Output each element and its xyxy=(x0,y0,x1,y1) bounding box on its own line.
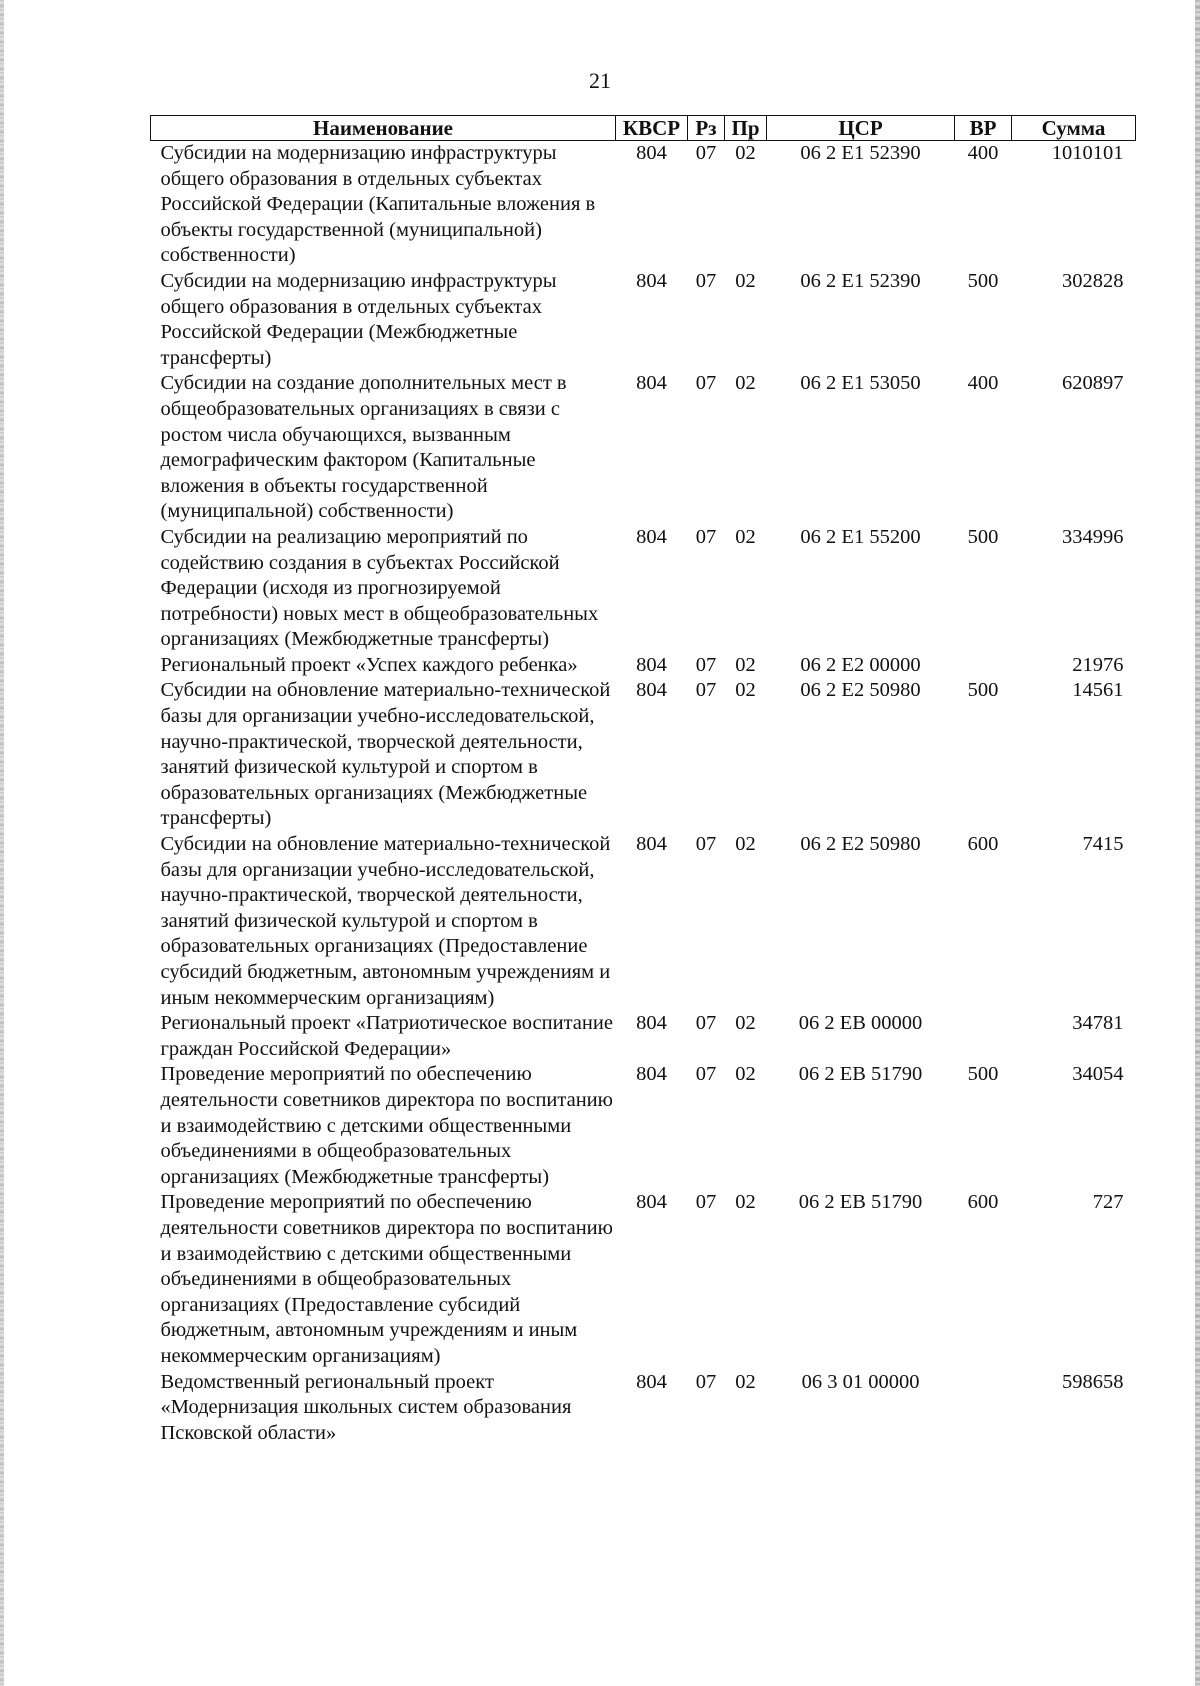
cell-pr: 02 xyxy=(735,833,756,856)
table-row xyxy=(151,371,1136,525)
cell-rz: 07 xyxy=(695,1370,717,1393)
cell-csr: 06 2 EB 51790 xyxy=(798,1063,923,1086)
cell-name: Ведомственный региональный проект «Модернизация школьных систем образования Псковской области» xyxy=(160,1370,572,1444)
table-row xyxy=(151,141,1136,269)
cell-pr: 02 xyxy=(735,269,756,292)
cell-rz: 07 xyxy=(695,1063,717,1086)
cell-csr: 06 2 E2 50980 xyxy=(800,679,921,702)
cell-name: Региональный проект «Патриотическое воспитание граждан Российской Федерации» xyxy=(160,1012,613,1060)
cell-vr: 400 xyxy=(967,142,999,164)
cell-rz: 07 xyxy=(695,142,717,164)
cell-csr: 06 2 E2 50980 xyxy=(800,833,921,856)
cell-pr: 02 xyxy=(735,1012,756,1035)
cell-rz: 07 xyxy=(695,372,717,395)
cell-name: Субсидии на обновление материально-технической базы для организации учебно-исследовательской, научно-практической, творческой деятельности, занятий физической культурой и спортом в образовательных организациях (Предоставление субсидий бюджетным, автономным учреждениям и иным некоммерческим организациям) xyxy=(160,833,611,1009)
table-row xyxy=(151,678,1136,832)
cell-sum: 727 xyxy=(1092,1191,1124,1214)
table-row xyxy=(151,1062,1136,1190)
cell-rz: 07 xyxy=(695,1191,717,1214)
table-row xyxy=(151,1011,1136,1062)
cell-name: Субсидии на модернизацию инфраструктуры общего образования в отдельных субъектах Российской Федерации (Межбюджетные трансферты) xyxy=(160,269,557,369)
cell-kvsr: 804 xyxy=(636,269,667,292)
cell-pr: 02 xyxy=(735,372,756,395)
cell-sum: 21976 xyxy=(1072,653,1124,676)
cell-pr: 02 xyxy=(735,1063,756,1086)
cell-vr xyxy=(955,653,1012,679)
table-row xyxy=(151,653,1136,679)
cell-vr xyxy=(955,1011,1012,1062)
scan-edge-left xyxy=(0,0,4,1686)
cell-name: Региональный проект «Успех каждого ребенка» xyxy=(160,653,578,676)
cell-sum: 334996 xyxy=(1062,525,1124,548)
table-row xyxy=(151,525,1136,653)
cell-vr: 500 xyxy=(967,269,999,292)
table-row xyxy=(151,1190,1136,1369)
cell-csr: 06 2 E1 52390 xyxy=(800,269,921,292)
cell-csr: 06 2 E1 53050 xyxy=(800,372,921,395)
cell-rz: 07 xyxy=(695,833,717,856)
cell-name: Субсидии на обновление материально-технической базы для организации учебно-исследовательской, научно-практической, творческой деятельности, занятий физической культурой и спортом в образовательных организациях (Межбюджетные трансферты) xyxy=(160,679,611,830)
cell-rz: 07 xyxy=(695,269,717,292)
cell-sum: 1010101 xyxy=(1051,142,1124,164)
cell-sum: 34054 xyxy=(1072,1063,1124,1086)
cell-vr: 500 xyxy=(967,1063,999,1086)
header-rz: Рз xyxy=(688,116,725,141)
header-pr: Пр xyxy=(725,116,767,141)
cell-csr: 06 2 E1 55200 xyxy=(800,525,921,548)
cell-pr: 02 xyxy=(735,1370,756,1393)
budget-table xyxy=(150,115,1136,1446)
table-row xyxy=(151,269,1136,371)
cell-rz: 07 xyxy=(695,653,717,676)
header-sum: Сумма xyxy=(1012,116,1136,141)
cell-name: Проведение мероприятий по обеспечению деятельности советников директора по воспитанию и взаимодействию с детскими общественными объединениями в общеобразовательных организациях (Предоставление субсидий бюджетным, автономным учреждениям и иным некоммерческим организациям) xyxy=(160,1191,613,1367)
cell-sum: 14561 xyxy=(1072,679,1124,702)
cell-rz: 07 xyxy=(695,525,717,548)
cell-vr xyxy=(955,1370,1012,1447)
cell-sum: 34781 xyxy=(1072,1012,1124,1035)
cell-name: Субсидии на создание дополнительных мест в общеобразовательных организациях в связи с ростом числа обучающихся, вызванным демографическим фактором (Капитальные вложения в объекты государственной (муниципальной) собственности) xyxy=(160,372,567,523)
cell-kvsr: 804 xyxy=(636,142,667,164)
cell-rz: 07 xyxy=(695,679,717,702)
cell-vr: 600 xyxy=(967,833,999,856)
cell-csr: 06 2 E2 00000 xyxy=(800,653,921,676)
cell-pr: 02 xyxy=(735,525,756,548)
cell-kvsr: 804 xyxy=(636,1063,667,1086)
cell-vr: 500 xyxy=(967,525,999,548)
cell-sum: 7415 xyxy=(1082,833,1124,856)
page-number: 21 xyxy=(589,68,611,93)
cell-kvsr: 804 xyxy=(636,833,667,856)
cell-pr: 02 xyxy=(735,679,756,702)
cell-vr: 500 xyxy=(967,679,999,702)
cell-rz: 07 xyxy=(695,1012,717,1035)
cell-sum: 598658 xyxy=(1062,1370,1124,1393)
table-row xyxy=(151,832,1136,1011)
cell-kvsr: 804 xyxy=(636,653,667,676)
cell-csr: 06 2 EB 51790 xyxy=(798,1191,923,1214)
cell-kvsr: 804 xyxy=(636,1191,667,1214)
cell-name: Субсидии на модернизацию инфраструктуры общего образования в отдельных субъектах Российской Федерации (Капитальные вложения в объекты государственной (муниципальной) собственности) xyxy=(160,142,596,267)
cell-vr: 400 xyxy=(967,372,999,395)
cell-pr: 02 xyxy=(735,653,756,676)
cell-csr: 06 2 EB 00000 xyxy=(798,1012,923,1035)
cell-name: Проведение мероприятий по обеспечению деятельности советников директора по воспитанию и взаимодействию с детскими общественными объединениями в общеобразовательных организациях (Межбюджетные трансферты) xyxy=(160,1063,613,1188)
table-header-row xyxy=(151,116,1136,141)
scan-edge-right xyxy=(1195,0,1200,1686)
cell-kvsr: 804 xyxy=(636,1012,667,1035)
cell-csr: 06 3 01 00000 xyxy=(801,1370,920,1393)
cell-kvsr: 804 xyxy=(636,679,667,702)
cell-kvsr: 804 xyxy=(636,525,667,548)
cell-name: Субсидии на реализацию мероприятий по содействию создания в субъектах Российской Федерации (исходя из прогнозируемой потребности) новых мест в общеобразовательных организациях (Межбюджетные трансферты) xyxy=(160,525,599,651)
table-row xyxy=(151,1370,1136,1447)
cell-vr: 600 xyxy=(967,1191,999,1214)
cell-kvsr: 804 xyxy=(636,372,667,395)
cell-sum: 620897 xyxy=(1062,372,1124,395)
cell-kvsr: 804 xyxy=(636,1370,667,1393)
cell-csr: 06 2 E1 52390 xyxy=(800,142,921,164)
header-name: Наименование xyxy=(151,116,616,141)
cell-pr: 02 xyxy=(735,142,756,164)
header-vr: ВР xyxy=(955,116,1012,141)
cell-pr: 02 xyxy=(735,1191,756,1214)
header-kvsr: КВСР xyxy=(616,116,688,141)
header-csr: ЦСР xyxy=(767,116,955,141)
cell-sum: 302828 xyxy=(1062,269,1124,292)
